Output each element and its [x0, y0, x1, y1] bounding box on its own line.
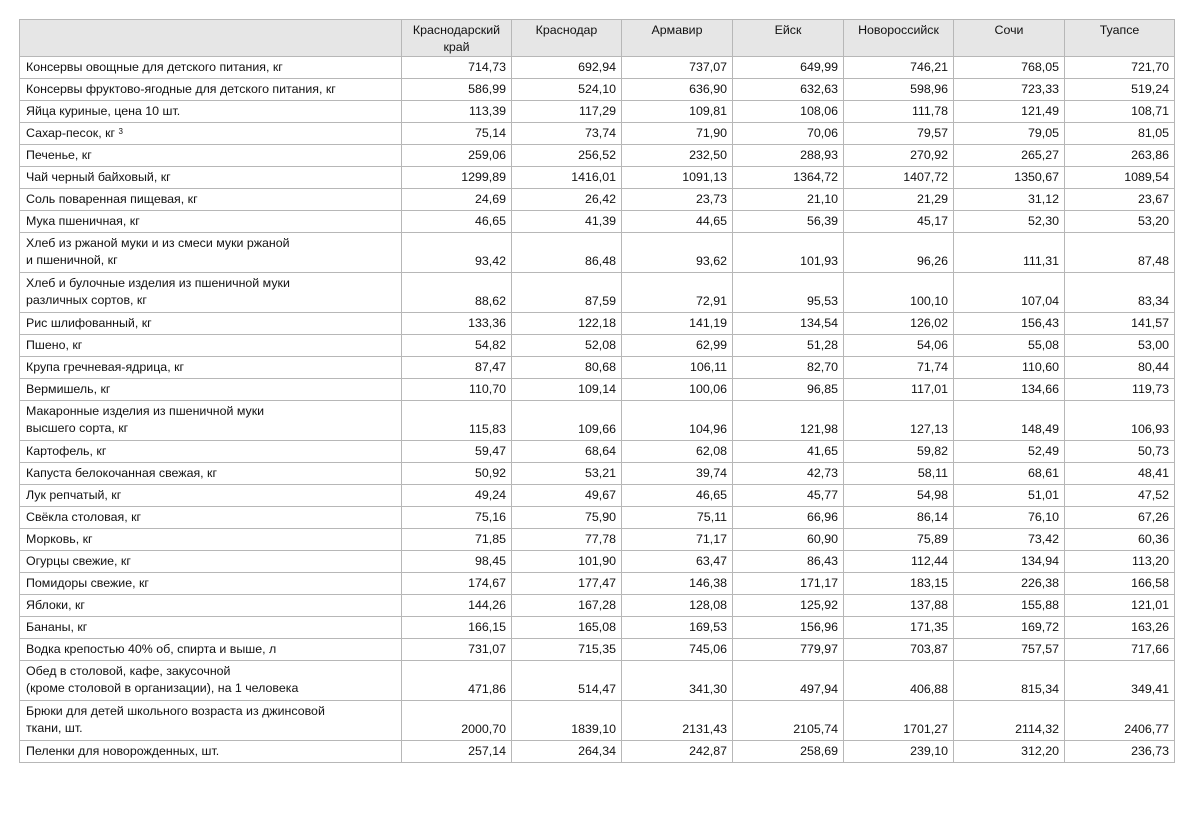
price-cell: 497,94	[733, 661, 844, 701]
price-cell: 125,92	[733, 595, 844, 617]
row-label-cell	[20, 463, 402, 485]
price-cell: 514,47	[512, 661, 622, 701]
row-label: Пеленки для новорожденных, шт.	[26, 744, 220, 758]
row-label-cell	[20, 379, 402, 401]
price-cell: 53,20	[1065, 211, 1175, 233]
row-label-cell	[20, 211, 402, 233]
price-cell: 1701,27	[844, 701, 954, 741]
price-cell: 288,93	[733, 145, 844, 167]
price-cell: 113,39	[402, 101, 512, 123]
price-cell: 169,53	[622, 617, 733, 639]
price-cell: 21,10	[733, 189, 844, 211]
price-cell: 50,73	[1065, 441, 1175, 463]
price-cell: 106,93	[1065, 401, 1175, 441]
price-cell: 636,90	[622, 79, 733, 101]
price-cell: 109,81	[622, 101, 733, 123]
price-cell: 731,07	[402, 639, 512, 661]
table-row	[20, 701, 1175, 741]
table-row	[20, 741, 1175, 763]
row-label-cell	[20, 123, 402, 145]
price-cell: 226,38	[954, 573, 1065, 595]
table-row	[20, 57, 1175, 79]
price-cell: 101,93	[733, 233, 844, 273]
price-cell: 75,14	[402, 123, 512, 145]
price-cell: 166,58	[1065, 573, 1175, 595]
table-body	[20, 57, 1175, 763]
footnote-marker: 3	[118, 127, 123, 136]
table-row	[20, 273, 1175, 313]
row-label-cell	[20, 57, 402, 79]
price-cell: 341,30	[622, 661, 733, 701]
price-cell: 171,17	[733, 573, 844, 595]
price-cell: 68,64	[512, 441, 622, 463]
row-label-cell	[20, 573, 402, 595]
header-krasnodar: Краснодар	[512, 20, 622, 57]
price-cell: 83,34	[1065, 273, 1175, 313]
price-cell: 42,73	[733, 463, 844, 485]
header-row	[20, 20, 1175, 57]
price-cell: 1091,13	[622, 167, 733, 189]
price-cell: 23,73	[622, 189, 733, 211]
price-cell: 54,06	[844, 335, 954, 357]
row-label-cell	[20, 79, 402, 101]
row-label: Хлеб из ржаной муки и из смеси муки ржаной и пшеничной, кг	[26, 236, 290, 267]
price-cell: 54,82	[402, 335, 512, 357]
price-cell: 71,90	[622, 123, 733, 145]
price-cell: 117,01	[844, 379, 954, 401]
price-cell: 746,21	[844, 57, 954, 79]
row-label: Вермишель, кг	[26, 382, 111, 396]
price-cell: 46,65	[622, 485, 733, 507]
row-label: Консервы овощные для детского питания, кг	[26, 60, 283, 74]
header-corner	[20, 20, 402, 57]
price-cell: 134,66	[954, 379, 1065, 401]
price-cell: 68,61	[954, 463, 1065, 485]
price-cell: 60,90	[733, 529, 844, 551]
price-cell: 75,90	[512, 507, 622, 529]
price-cell: 239,10	[844, 741, 954, 763]
price-cell: 109,66	[512, 401, 622, 441]
price-cell: 54,98	[844, 485, 954, 507]
row-label: Капуста белокочанная свежая, кг	[26, 466, 217, 480]
table-row	[20, 401, 1175, 441]
price-table	[19, 19, 1175, 763]
price-cell: 703,87	[844, 639, 954, 661]
row-label: Мука пшеничная, кг	[26, 214, 140, 228]
price-cell: 41,39	[512, 211, 622, 233]
header-krasnodar-krai: Краснодарский край	[402, 20, 512, 57]
price-cell: 349,41	[1065, 661, 1175, 701]
price-cell: 2105,74	[733, 701, 844, 741]
row-label-cell	[20, 741, 402, 763]
row-label-cell	[20, 145, 402, 167]
price-cell: 258,69	[733, 741, 844, 763]
price-cell: 88,62	[402, 273, 512, 313]
row-label: Огурцы свежие, кг	[26, 554, 131, 568]
row-label: Водка крепостью 40% об, спирта и выше, л	[26, 642, 277, 656]
price-cell: 113,20	[1065, 551, 1175, 573]
price-cell: 100,10	[844, 273, 954, 313]
price-cell: 24,69	[402, 189, 512, 211]
price-cell: 81,05	[1065, 123, 1175, 145]
price-cell: 2131,43	[622, 701, 733, 741]
price-cell: 183,15	[844, 573, 954, 595]
price-cell: 1299,89	[402, 167, 512, 189]
price-cell: 45,77	[733, 485, 844, 507]
row-label: Пшено, кг	[26, 338, 83, 352]
price-cell: 134,54	[733, 313, 844, 335]
price-cell: 137,88	[844, 595, 954, 617]
row-label-cell	[20, 441, 402, 463]
price-cell: 86,43	[733, 551, 844, 573]
price-cell: 21,29	[844, 189, 954, 211]
price-table-container	[19, 19, 1175, 763]
price-cell: 166,15	[402, 617, 512, 639]
price-cell: 62,99	[622, 335, 733, 357]
price-cell: 80,44	[1065, 357, 1175, 379]
price-cell: 52,08	[512, 335, 622, 357]
price-cell: 106,11	[622, 357, 733, 379]
row-label: Сахар-песок, кг	[26, 126, 116, 140]
row-label-cell	[20, 617, 402, 639]
price-cell: 1407,72	[844, 167, 954, 189]
table-row	[20, 313, 1175, 335]
price-cell: 51,28	[733, 335, 844, 357]
row-label-cell	[20, 233, 402, 273]
price-cell: 109,14	[512, 379, 622, 401]
row-label-cell	[20, 529, 402, 551]
price-cell: 39,74	[622, 463, 733, 485]
price-cell: 72,91	[622, 273, 733, 313]
price-cell: 119,73	[1065, 379, 1175, 401]
price-cell: 71,74	[844, 357, 954, 379]
price-cell: 75,89	[844, 529, 954, 551]
price-cell: 55,08	[954, 335, 1065, 357]
price-cell: 2406,77	[1065, 701, 1175, 741]
price-cell: 66,96	[733, 507, 844, 529]
price-cell: 121,01	[1065, 595, 1175, 617]
price-cell: 115,83	[402, 401, 512, 441]
price-cell: 95,53	[733, 273, 844, 313]
price-cell: 156,43	[954, 313, 1065, 335]
price-cell: 75,16	[402, 507, 512, 529]
row-label: Крупа гречневая-ядрица, кг	[26, 360, 185, 374]
price-cell: 148,49	[954, 401, 1065, 441]
price-cell: 757,57	[954, 639, 1065, 661]
row-label: Яйца куриные, цена 10 шт.	[26, 104, 181, 118]
price-cell: 111,31	[954, 233, 1065, 273]
row-label: Чай черный байховый, кг	[26, 170, 171, 184]
price-cell: 52,30	[954, 211, 1065, 233]
price-cell: 96,26	[844, 233, 954, 273]
price-cell: 127,13	[844, 401, 954, 441]
table-row	[20, 123, 1175, 145]
price-cell: 71,17	[622, 529, 733, 551]
price-cell: 155,88	[954, 595, 1065, 617]
price-cell: 79,05	[954, 123, 1065, 145]
table-row	[20, 189, 1175, 211]
table-row	[20, 379, 1175, 401]
price-cell: 737,07	[622, 57, 733, 79]
price-cell: 256,52	[512, 145, 622, 167]
table-row	[20, 485, 1175, 507]
price-cell: 144,26	[402, 595, 512, 617]
price-cell: 721,70	[1065, 57, 1175, 79]
price-cell: 167,28	[512, 595, 622, 617]
row-label-cell	[20, 639, 402, 661]
price-cell: 110,70	[402, 379, 512, 401]
row-label-cell	[20, 313, 402, 335]
price-cell: 156,96	[733, 617, 844, 639]
row-label: Брюки для детей школьного возраста из джинсовой ткани, шт.	[26, 704, 325, 735]
price-cell: 53,21	[512, 463, 622, 485]
table-row	[20, 661, 1175, 701]
row-label-cell	[20, 661, 402, 701]
row-label-cell	[20, 485, 402, 507]
price-cell: 73,74	[512, 123, 622, 145]
price-cell: 93,62	[622, 233, 733, 273]
price-cell: 265,27	[954, 145, 1065, 167]
row-label-cell	[20, 189, 402, 211]
price-cell: 2000,70	[402, 701, 512, 741]
price-cell: 58,11	[844, 463, 954, 485]
price-cell: 232,50	[622, 145, 733, 167]
price-cell: 100,06	[622, 379, 733, 401]
price-cell: 723,33	[954, 79, 1065, 101]
table-row	[20, 211, 1175, 233]
price-cell: 111,78	[844, 101, 954, 123]
row-label: Свёкла столовая, кг	[26, 510, 142, 524]
price-cell: 632,63	[733, 79, 844, 101]
price-cell: 1416,01	[512, 167, 622, 189]
row-label-cell	[20, 701, 402, 741]
price-cell: 134,94	[954, 551, 1065, 573]
table-row	[20, 145, 1175, 167]
price-cell: 715,35	[512, 639, 622, 661]
header-tuapse: Туапсе	[1065, 20, 1175, 57]
price-cell: 75,11	[622, 507, 733, 529]
price-cell: 121,49	[954, 101, 1065, 123]
table-row	[20, 507, 1175, 529]
price-cell: 82,70	[733, 357, 844, 379]
table-row	[20, 573, 1175, 595]
price-cell: 73,42	[954, 529, 1065, 551]
price-cell: 122,18	[512, 313, 622, 335]
row-label: Макаронные изделия из пшеничной муки высшего сорта, кг	[26, 404, 265, 435]
table-row	[20, 357, 1175, 379]
row-label-cell	[20, 167, 402, 189]
price-cell: 56,39	[733, 211, 844, 233]
price-cell: 87,59	[512, 273, 622, 313]
row-label-cell	[20, 101, 402, 123]
price-cell: 236,73	[1065, 741, 1175, 763]
price-cell: 471,86	[402, 661, 512, 701]
price-cell: 163,26	[1065, 617, 1175, 639]
price-cell: 121,98	[733, 401, 844, 441]
table-row	[20, 441, 1175, 463]
price-cell: 101,90	[512, 551, 622, 573]
price-cell: 1089,54	[1065, 167, 1175, 189]
price-cell: 108,06	[733, 101, 844, 123]
price-cell: 126,02	[844, 313, 954, 335]
table-row	[20, 233, 1175, 273]
row-label: Помидоры свежие, кг	[26, 576, 149, 590]
price-cell: 52,49	[954, 441, 1065, 463]
row-label: Бананы, кг	[26, 620, 88, 634]
price-cell: 692,94	[512, 57, 622, 79]
price-cell: 86,48	[512, 233, 622, 273]
table-row	[20, 463, 1175, 485]
row-label: Консервы фруктово-ягодные для детского питания, кг	[26, 82, 336, 96]
row-label: Обед в столовой, кафе, закусочной (кроме столовой в организации), на 1 человека	[26, 664, 299, 695]
row-label-cell	[20, 595, 402, 617]
price-cell: 60,36	[1065, 529, 1175, 551]
price-cell: 59,47	[402, 441, 512, 463]
row-label-cell	[20, 335, 402, 357]
price-cell: 768,05	[954, 57, 1065, 79]
price-cell: 87,47	[402, 357, 512, 379]
price-cell: 62,08	[622, 441, 733, 463]
price-cell: 1364,72	[733, 167, 844, 189]
price-cell: 26,42	[512, 189, 622, 211]
row-label: Морковь, кг	[26, 532, 93, 546]
price-cell: 48,41	[1065, 463, 1175, 485]
price-cell: 141,19	[622, 313, 733, 335]
table-row	[20, 79, 1175, 101]
price-cell: 96,85	[733, 379, 844, 401]
price-cell: 87,48	[1065, 233, 1175, 273]
price-cell: 146,38	[622, 573, 733, 595]
price-cell: 45,17	[844, 211, 954, 233]
table-row	[20, 101, 1175, 123]
price-cell: 108,71	[1065, 101, 1175, 123]
table-row	[20, 595, 1175, 617]
price-cell: 171,35	[844, 617, 954, 639]
price-cell: 98,45	[402, 551, 512, 573]
row-label-cell	[20, 273, 402, 313]
price-cell: 649,99	[733, 57, 844, 79]
price-cell: 49,67	[512, 485, 622, 507]
price-cell: 242,87	[622, 741, 733, 763]
price-cell: 41,65	[733, 441, 844, 463]
row-label: Яблоки, кг	[26, 598, 85, 612]
price-cell: 110,60	[954, 357, 1065, 379]
row-label-cell	[20, 507, 402, 529]
price-cell: 49,24	[402, 485, 512, 507]
price-cell: 264,34	[512, 741, 622, 763]
price-cell: 2114,32	[954, 701, 1065, 741]
price-cell: 107,04	[954, 273, 1065, 313]
price-cell: 133,36	[402, 313, 512, 335]
price-cell: 63,47	[622, 551, 733, 573]
price-cell: 44,65	[622, 211, 733, 233]
price-cell: 165,08	[512, 617, 622, 639]
table-row	[20, 335, 1175, 357]
table-row	[20, 639, 1175, 661]
row-label: Лук репчатый, кг	[26, 488, 122, 502]
price-cell: 46,65	[402, 211, 512, 233]
price-cell: 59,82	[844, 441, 954, 463]
price-cell: 31,12	[954, 189, 1065, 211]
price-cell: 815,34	[954, 661, 1065, 701]
price-cell: 586,99	[402, 79, 512, 101]
price-cell: 70,06	[733, 123, 844, 145]
price-cell: 71,85	[402, 529, 512, 551]
price-cell: 1350,67	[954, 167, 1065, 189]
price-cell: 598,96	[844, 79, 954, 101]
price-cell: 80,68	[512, 357, 622, 379]
price-cell: 128,08	[622, 595, 733, 617]
table-row	[20, 551, 1175, 573]
table-row	[20, 529, 1175, 551]
price-cell: 717,66	[1065, 639, 1175, 661]
price-cell: 77,78	[512, 529, 622, 551]
header-armavir: Армавир	[622, 20, 733, 57]
table-row	[20, 617, 1175, 639]
price-cell: 312,20	[954, 741, 1065, 763]
header-sochi: Сочи	[954, 20, 1065, 57]
table-row	[20, 167, 1175, 189]
price-cell: 174,67	[402, 573, 512, 595]
row-label-cell	[20, 401, 402, 441]
price-cell: 67,26	[1065, 507, 1175, 529]
price-cell: 76,10	[954, 507, 1065, 529]
price-cell: 257,14	[402, 741, 512, 763]
price-cell: 53,00	[1065, 335, 1175, 357]
price-cell: 51,01	[954, 485, 1065, 507]
price-cell: 406,88	[844, 661, 954, 701]
price-cell: 779,97	[733, 639, 844, 661]
price-cell: 263,86	[1065, 145, 1175, 167]
price-cell: 259,06	[402, 145, 512, 167]
price-cell: 117,29	[512, 101, 622, 123]
price-cell: 745,06	[622, 639, 733, 661]
row-label: Хлеб и булочные изделия из пшеничной муки различных сортов, кг	[26, 276, 290, 307]
price-cell: 23,67	[1065, 189, 1175, 211]
price-cell: 1839,10	[512, 701, 622, 741]
price-cell: 141,57	[1065, 313, 1175, 335]
row-label: Печенье, кг	[26, 148, 92, 162]
price-cell: 104,96	[622, 401, 733, 441]
price-cell: 86,14	[844, 507, 954, 529]
price-cell: 93,42	[402, 233, 512, 273]
price-cell: 270,92	[844, 145, 954, 167]
price-cell: 519,24	[1065, 79, 1175, 101]
price-cell: 177,47	[512, 573, 622, 595]
price-cell: 169,72	[954, 617, 1065, 639]
row-label: Рис шлифованный, кг	[26, 316, 152, 330]
row-label-cell	[20, 357, 402, 379]
header-novorossiysk: Новороссийск	[844, 20, 954, 57]
price-cell: 47,52	[1065, 485, 1175, 507]
price-cell: 714,73	[402, 57, 512, 79]
row-label-cell	[20, 551, 402, 573]
header-yeysk: Ейск	[733, 20, 844, 57]
price-cell: 79,57	[844, 123, 954, 145]
price-cell: 112,44	[844, 551, 954, 573]
price-cell: 50,92	[402, 463, 512, 485]
row-label: Соль поваренная пищевая, кг	[26, 192, 198, 206]
row-label: Картофель, кг	[26, 444, 107, 458]
price-cell: 524,10	[512, 79, 622, 101]
